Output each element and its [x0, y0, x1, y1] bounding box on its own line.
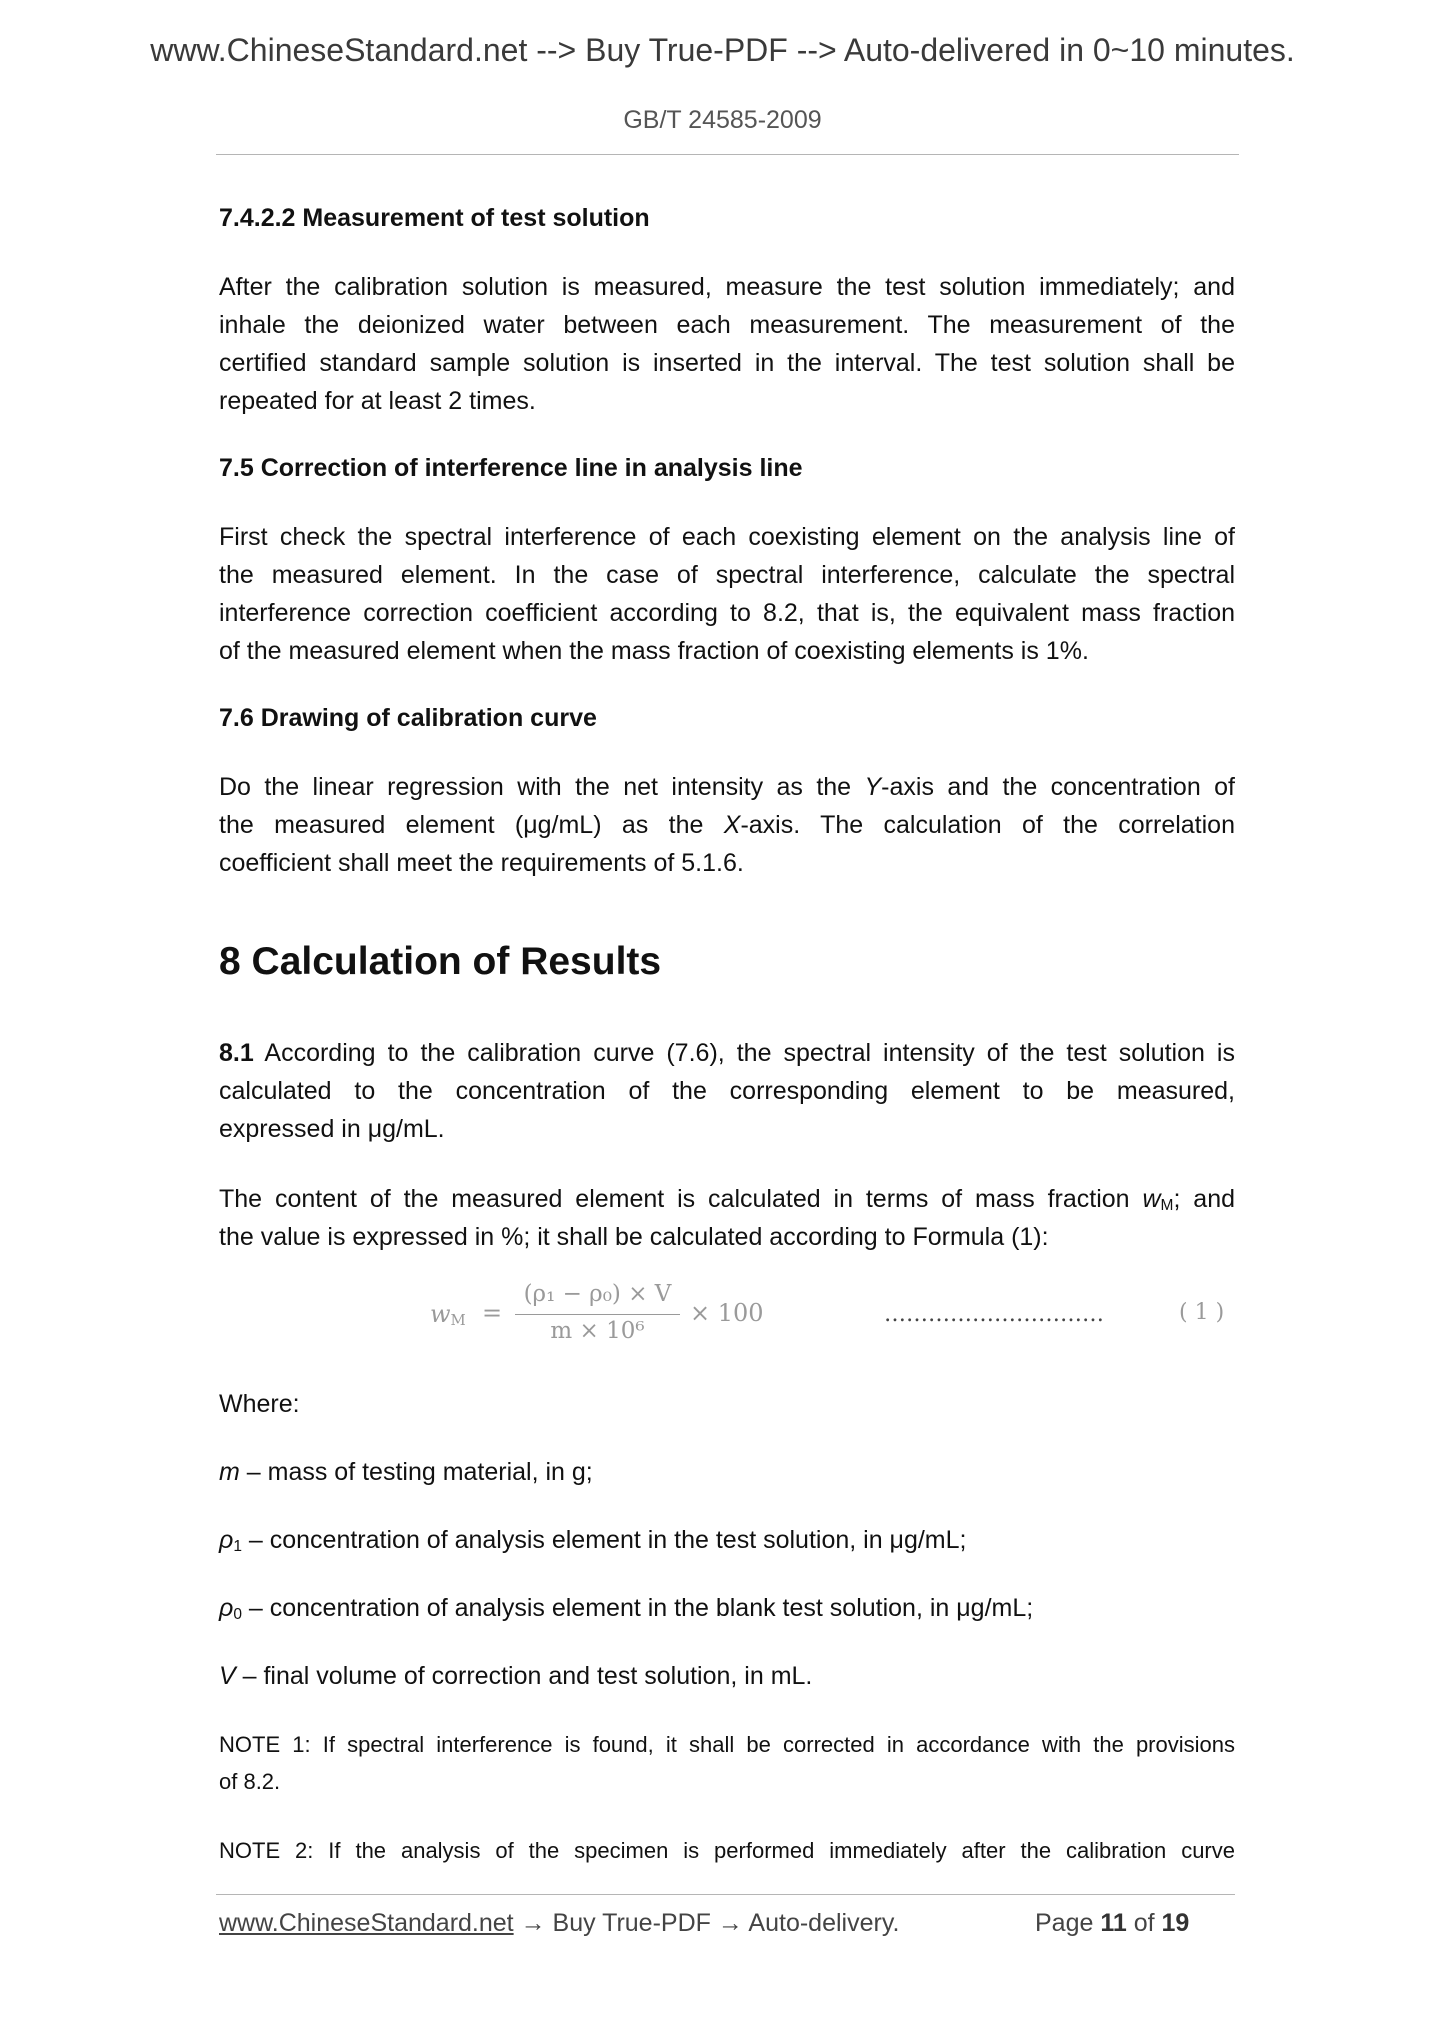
paragraph-line: First check the spectral interference of each coexisting element on the analysis line of	[219, 523, 1235, 551]
formula-denominator: m × 10⁶	[550, 1318, 645, 1344]
where-label: Where:	[219, 1390, 300, 1418]
paragraph-line: the measured element (μg/mL) as the X-axis. The calculation of the correlation	[219, 811, 1235, 839]
section-7-5-title: 7.5 Correction of interference line in analysis line	[219, 454, 803, 482]
definition-item: m – mass of testing material, in g;	[219, 1458, 593, 1486]
formula-leader-dots: …………………………	[884, 1302, 1104, 1327]
section-7-4-2-2-title: 7.4.2.2 Measurement of test solution	[219, 204, 650, 232]
paragraph-line: After the calibration solution is measured, measure the test solution immediately; and	[219, 273, 1235, 301]
note-1-line: NOTE 1: If spectral interference is found, it shall be corrected in accordance with the provisions	[219, 1732, 1235, 1757]
formula-lhs: $w_M$	[430, 1300, 466, 1329]
header-divider	[216, 154, 1239, 155]
paragraph-line: coefficient shall meet the requirements of 5.1.6.	[219, 849, 744, 877]
definition-item: V – final volume of correction and test solution, in mL.	[219, 1662, 813, 1690]
paragraph-line: expressed in μg/mL.	[219, 1115, 445, 1143]
formula-equals: =	[482, 1299, 503, 1327]
definition-item: $\rho_0$ – concentration of analysis element in the blank test solution, in μg/mL;	[219, 1594, 1034, 1624]
footer-divider	[216, 1894, 1235, 1895]
paragraph-line: the measured element. In the case of spectral interference, calculate the spectral	[219, 561, 1235, 589]
paragraph-line: interference correction coefficient according to 8.2, that is, the equivalent mass fraction	[219, 599, 1235, 627]
formula-numerator: (ρ₁ − ρ₀) × V	[523, 1281, 672, 1307]
page-counter: Page 11 of 19	[1035, 1909, 1190, 1937]
note-2-line: NOTE 2: If the analysis of the specimen is performed immediately after the calibration curve	[219, 1838, 1235, 1863]
paragraph-line: the value is expressed in %; it shall be calculated according to Formula (1):	[219, 1223, 1049, 1251]
definition-item: $\rho_1$ – concentration of analysis element in the test solution, in μg/mL;	[219, 1526, 967, 1556]
section-7-6-title: 7.6 Drawing of calibration curve	[219, 704, 597, 732]
paragraph-line: repeated for at least 2 times.	[219, 387, 536, 415]
note-1-line: of 8.2.	[219, 1769, 281, 1794]
formula-multiplier: × 100	[690, 1299, 764, 1327]
paragraph-line: of the measured element when the mass fraction of coexisting elements is 1%.	[219, 637, 1089, 665]
footer-text: www.ChineseStandard.net → Buy True-PDF → Auto-delivery.	[219, 1909, 900, 1937]
standard-number: GB/T 24585-2009	[623, 106, 822, 134]
formula-number: ( 1 )	[1179, 1300, 1225, 1325]
paragraph-line: Do the linear regression with the net intensity as the Y-axis and the concentration of	[219, 773, 1235, 801]
paragraph-line: inhale the deionized water between each measurement. The measurement of the	[219, 311, 1235, 339]
site-banner: www.ChineseStandard.net --> Buy True-PDF --> Auto-delivered in 0~10 minutes.	[150, 32, 1295, 68]
paragraph-line: The content of the measured element is calculated in terms of mass fraction $w_M$; and	[219, 1185, 1235, 1215]
fraction-bar	[515, 1314, 680, 1315]
footer-site-link[interactable]: www.ChineseStandard.net	[219, 1909, 514, 1937]
section-8-heading: 8 Calculation of Results	[219, 940, 662, 983]
paragraph-line: 8.1 According to the calibration curve (7.6), the spectral intensity of the test solution is	[219, 1039, 1235, 1067]
paragraph-line: certified standard sample solution is inserted in the interval. The test solution shall be	[219, 349, 1235, 377]
paragraph-line: calculated to the concentration of the corresponding element to be measured,	[219, 1077, 1235, 1105]
